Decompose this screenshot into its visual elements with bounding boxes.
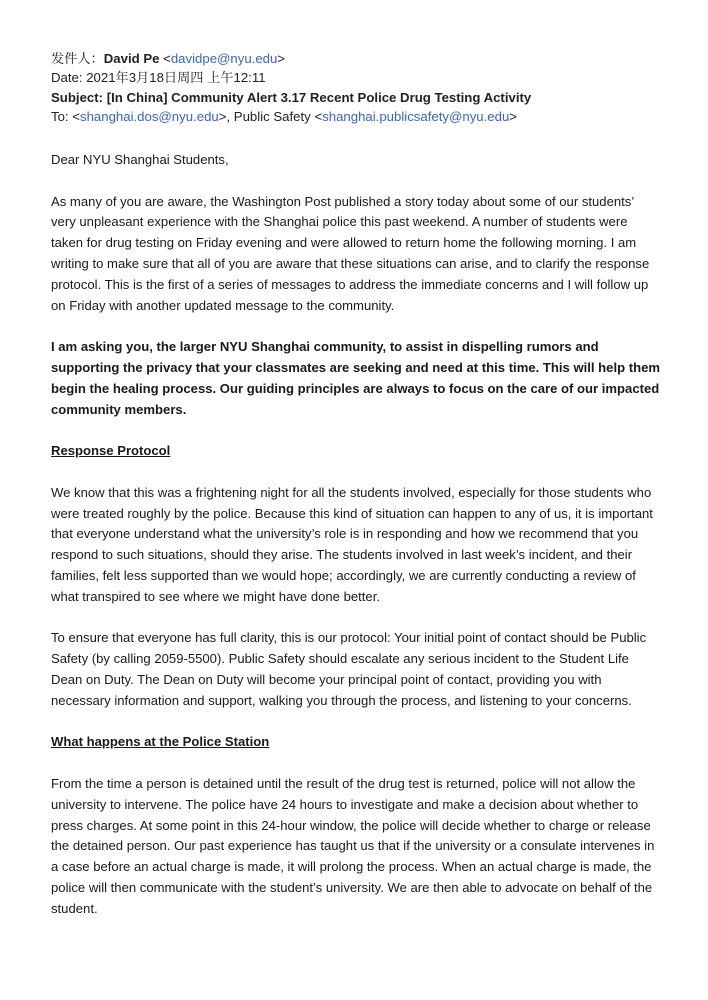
- sender-name: David Pe: [103, 51, 160, 66]
- date-label: Date:: [51, 70, 83, 86]
- to-line: [51, 107, 531, 126]
- recipient-2-close: >: [509, 108, 517, 124]
- heading-response-protocol: Response Protocol: [51, 443, 171, 459]
- subject-value: [In China] Community Alert 3.17 Recent Police Drug Testing Activity: [106, 89, 532, 105]
- date-line: [51, 68, 531, 87]
- recipient-1-close: >,: [218, 108, 231, 124]
- paragraph-protocol: To ensure that everyone has full clarity, this is our protocol: Your initial point of contact should be Public Safety (by calling 2059-5500). Public Safety should escalate any serious incident to the Student Life Dean on Duty. The Dean on Duty will become your principal point of contact, providing you with necessary information and support, walking you through the process, and listening to your concerns.: [51, 630, 647, 708]
- greeting: Dear NYU Shanghai Students,: [51, 152, 229, 167]
- sender-email-open: <: [163, 51, 171, 66]
- paragraph-washington-post: As many of you are aware, the Washington Post published a story today about some of our students’ very unpleasant experience with the Shanghai police this past weekend. A number of students were taken for drug testing on Friday evening and were allowed to return home the following morning. I am writing to make sure that all of you are aware that these situations can arise, and to clarify the response protocol. This is the first of a series of messages to address the immediate concerns and I will follow up on Friday with another updated message to the community.: [51, 193, 650, 313]
- subject-label: Subject:: [51, 89, 104, 105]
- paragraph-frightening-night: We know that this was a frightening night for all the students involved, especially for those students who were treated roughly by the police. Because this kind of situation can happen to any of us, it is important that everyone understand what the university’s role is in responding and how we recommend that you respond to such situations, should they arise. The students involved in last week’s incident, and their families, felt less supported than we would hope; accordingly, we are currently conducting a review of what transpired to see where we might have done better.: [51, 484, 653, 604]
- recipient-2-open: <: [314, 108, 323, 124]
- recipient-2-email-link[interactable]: shanghai.publicsafety@nyu.edu: [322, 108, 510, 124]
- from-label: 发件人：: [51, 51, 104, 66]
- sender-email-link[interactable]: davidpe@nyu.edu: [170, 51, 278, 66]
- recipient-2-name: Public Safety: [233, 108, 311, 124]
- recipient-1-open: <: [72, 108, 80, 124]
- date-value: 2021年3月18日周四 上午12:11: [86, 70, 266, 86]
- heading-police-station: What happens at the Police Station: [51, 734, 270, 750]
- paragraph-community-request: I am asking you, the larger NYU Shanghai community, to assist in dispelling rumors and supporting the privacy that your classmates are seeking and need at this time. This will help them begin the healing process. Our guiding principles are always to focus on the care of our impacted community members.: [51, 339, 661, 417]
- paragraph-detention-process: From the time a person is detained until the result of the drug test is returned, police will not allow the university to intervene. The police have 24 hours to investigate and make a decision about whether to press charges. At some point in this 24-hour window, the police will decide whether to charge or release the detained person. Our past experience has taught us that if the university or a consulate intervenes in a case before an actual charge is made, it will prolong the process. When an actual charge is made, the police will then communicate with the student’s university. We are then able to advocate on behalf of the student.: [51, 775, 655, 916]
- email-header: [51, 49, 531, 126]
- from-line: [51, 49, 531, 68]
- email-body: [51, 150, 661, 940]
- to-label: To:: [51, 108, 69, 124]
- subject-line: [51, 88, 531, 107]
- recipient-1-email-link[interactable]: shanghai.dos@nyu.edu: [79, 108, 219, 124]
- sender-email-close: >: [277, 51, 286, 66]
